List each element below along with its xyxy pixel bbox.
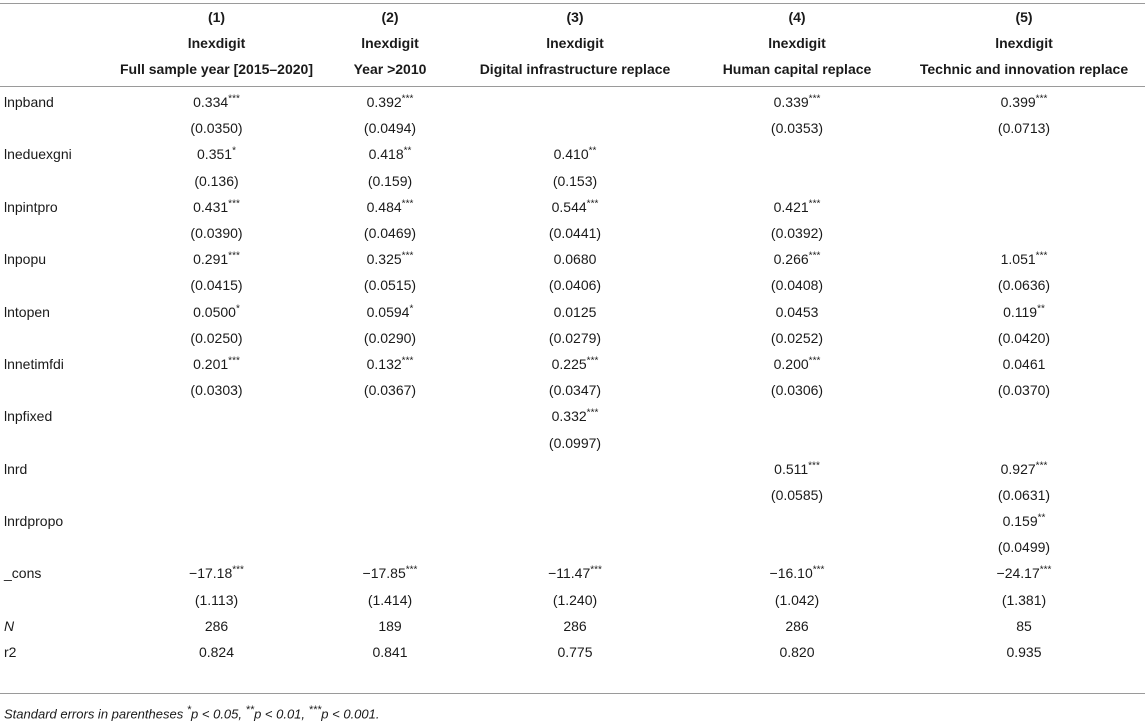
significance-stars: *** xyxy=(401,250,414,262)
table-cell xyxy=(691,141,903,167)
table-footnote xyxy=(4,704,380,721)
significance-stars: *** xyxy=(228,355,240,367)
column-description: Technic and innovation replace xyxy=(919,61,1129,77)
row-label xyxy=(0,325,112,351)
table-cell xyxy=(321,194,459,220)
cell-value: 0.392 xyxy=(366,94,402,111)
significance-stars: *** xyxy=(228,198,240,210)
significance-stars: ** xyxy=(1037,512,1046,524)
cell-value: 0.0461 xyxy=(1002,355,1046,372)
cell-value: −24.17 xyxy=(996,565,1040,582)
cell-value: 0.225 xyxy=(551,355,587,372)
cell-value: 0.132 xyxy=(366,355,402,372)
table-cell xyxy=(112,508,321,534)
cell-value: (0.136) xyxy=(194,172,239,189)
table-cell xyxy=(321,482,459,508)
cell-value: (0.0631) xyxy=(997,486,1051,503)
table-cell xyxy=(459,560,691,586)
cell-value: (0.0408) xyxy=(770,277,824,294)
header-row-model-number xyxy=(0,4,1145,30)
table-cell xyxy=(112,272,321,298)
cell-value: −17.18 xyxy=(189,565,233,582)
footnote-threshold: p < 0.05, xyxy=(191,706,246,722)
table-row xyxy=(0,141,1145,167)
table-cell xyxy=(903,587,1145,613)
cell-value: 0.201 xyxy=(193,355,229,372)
table-row xyxy=(0,508,1145,534)
table-cell xyxy=(691,456,903,482)
significance-stars: *** xyxy=(401,93,414,105)
table-row xyxy=(0,639,1145,665)
table-cell xyxy=(903,87,1145,115)
table-cell xyxy=(321,613,459,639)
table-cell xyxy=(321,325,459,351)
cell-value: (1.113) xyxy=(194,591,239,608)
table-cell xyxy=(112,639,321,665)
table-cell xyxy=(903,115,1145,141)
table-cell xyxy=(903,560,1145,586)
table-cell xyxy=(112,456,321,482)
row-label xyxy=(0,115,112,141)
table-cell xyxy=(903,639,1145,665)
table-cell xyxy=(459,534,691,560)
cell-value: 0.0594 xyxy=(366,303,410,320)
cell-value: 0.544 xyxy=(551,198,587,215)
table-cell xyxy=(459,508,691,534)
table-cell xyxy=(112,325,321,351)
significance-stars: *** xyxy=(1035,93,1048,105)
table-cell xyxy=(691,508,903,534)
cell-value: 0.418 xyxy=(368,146,404,163)
cell-value: (0.0279) xyxy=(548,329,602,346)
cell-value: (0.153) xyxy=(552,172,598,189)
significance-stars: *** xyxy=(590,564,602,576)
cell-value: (0.0306) xyxy=(770,382,824,399)
table-cell xyxy=(459,220,691,246)
table-row-se xyxy=(0,168,1145,194)
table-cell xyxy=(112,560,321,586)
row-label xyxy=(0,587,112,613)
table-cell xyxy=(321,220,459,246)
row-label: lnpopu xyxy=(4,251,47,268)
column-description: Year >2010 xyxy=(353,61,427,77)
table-cell xyxy=(903,377,1145,403)
cell-value: 0.820 xyxy=(779,644,815,661)
cell-value: (1.381) xyxy=(1001,591,1047,608)
cell-value: (0.159) xyxy=(367,172,413,189)
table-cell xyxy=(903,613,1145,639)
table-cell xyxy=(112,351,321,377)
cell-value: (0.0499) xyxy=(997,539,1051,556)
table-cell xyxy=(903,429,1145,455)
significance-stars: *** xyxy=(228,93,240,105)
table-cell xyxy=(691,87,903,115)
table-cell xyxy=(459,613,691,639)
table-cell xyxy=(112,115,321,141)
table-cell xyxy=(691,587,903,613)
cell-value: 0.200 xyxy=(773,355,809,372)
cell-value: 0.824 xyxy=(198,644,235,661)
row-label xyxy=(0,220,112,246)
table-cell xyxy=(903,246,1145,272)
significance-stars: *** xyxy=(808,250,821,262)
column-number: (1) xyxy=(207,9,226,25)
table-row xyxy=(0,403,1145,429)
table-cell xyxy=(459,456,691,482)
cell-value: 0.0500 xyxy=(193,303,236,320)
table-cell xyxy=(691,168,903,194)
table-cell xyxy=(903,403,1145,429)
table-row-se xyxy=(0,115,1145,141)
significance-stars: *** xyxy=(808,93,821,105)
table-cell xyxy=(321,534,459,560)
cell-value: (0.0392) xyxy=(770,225,824,242)
table-cell xyxy=(691,429,903,455)
table-cell xyxy=(321,351,459,377)
table-cell xyxy=(321,403,459,429)
table-cell xyxy=(321,508,459,534)
table-cell xyxy=(903,482,1145,508)
header-corner xyxy=(0,4,112,30)
column-number: (5) xyxy=(1015,9,1033,25)
cell-value: 0.0125 xyxy=(553,303,597,320)
table-row-se xyxy=(0,429,1145,455)
cell-value: 0.351 xyxy=(197,146,233,163)
table-row-se xyxy=(0,325,1145,351)
row-label xyxy=(0,168,112,194)
header-corner xyxy=(0,56,112,87)
table-cell xyxy=(321,141,459,167)
column-dependent-variable: lnexdigit xyxy=(187,35,246,51)
cell-value: 0.0453 xyxy=(775,303,819,320)
cell-value: (0.0303) xyxy=(190,382,243,399)
table-cell xyxy=(691,613,903,639)
cell-value: (0.0420) xyxy=(997,329,1051,346)
cell-value: 0.841 xyxy=(372,644,408,661)
table-cell xyxy=(112,587,321,613)
cell-value: (0.0997) xyxy=(548,434,602,451)
column-description: Digital infrastructure replace xyxy=(479,61,671,77)
cell-value: −17.85 xyxy=(362,565,406,582)
significance-stars: * xyxy=(235,302,240,314)
significance-stars: *** xyxy=(1035,250,1048,262)
significance-stars: * xyxy=(232,145,236,157)
header-corner xyxy=(0,30,112,56)
column-dependent-variable: lnexdigit xyxy=(361,35,419,51)
significance-stars: *** xyxy=(401,198,414,210)
table-row xyxy=(0,613,1145,639)
cell-value: (0.0350) xyxy=(190,120,243,137)
cell-value: 0.119 xyxy=(1003,303,1038,320)
table-cell xyxy=(459,482,691,508)
cell-value: (0.0494) xyxy=(363,120,417,137)
table-cell xyxy=(112,141,321,167)
table-row xyxy=(0,194,1145,220)
table-cell xyxy=(691,246,903,272)
table-cell xyxy=(321,429,459,455)
significance-stars: ** xyxy=(588,145,597,157)
column-description: Full sample year [2015–2020] xyxy=(119,61,313,77)
cell-value: (0.0713) xyxy=(997,120,1051,137)
significance-stars: ** xyxy=(1037,302,1045,314)
row-label xyxy=(0,534,112,560)
significance-stars: ** xyxy=(403,145,412,157)
cell-value: (0.0347) xyxy=(548,382,602,399)
cell-value: 1.051 xyxy=(1000,251,1036,268)
header-row-description xyxy=(0,56,1145,87)
significance-stars: *** xyxy=(586,407,599,419)
table-body xyxy=(0,87,1145,665)
column-dependent-variable: lnexdigit xyxy=(546,35,604,51)
footnote-stars: ** xyxy=(245,704,255,716)
table-cell xyxy=(112,613,321,639)
row-label: N xyxy=(4,617,15,634)
table-cell xyxy=(691,482,903,508)
table-cell xyxy=(321,456,459,482)
cell-value: (0.0250) xyxy=(190,329,243,346)
table-row xyxy=(0,246,1145,272)
cell-value: (0.0406) xyxy=(548,277,602,294)
cell-value: (0.0515) xyxy=(363,277,417,294)
table-cell xyxy=(321,587,459,613)
table-cell xyxy=(321,272,459,298)
row-label: lneduexgni xyxy=(4,146,72,163)
table-cell xyxy=(691,299,903,325)
cell-value: 0.334 xyxy=(193,94,229,111)
cell-value: 0.266 xyxy=(773,251,809,268)
table-cell xyxy=(459,115,691,141)
table-cell xyxy=(459,377,691,403)
table-cell xyxy=(459,87,691,115)
row-label: lnrd xyxy=(4,460,28,477)
table-cell xyxy=(459,639,691,665)
cell-value: 0.775 xyxy=(557,644,593,661)
table-cell xyxy=(459,272,691,298)
table-cell xyxy=(691,194,903,220)
row-label: r2 xyxy=(4,644,17,661)
cell-value: (1.240) xyxy=(552,591,598,608)
cell-value: 0.339 xyxy=(773,94,809,111)
cell-value: 0.421 xyxy=(773,198,809,215)
significance-stars: *** xyxy=(1035,460,1048,472)
row-label: lntopen xyxy=(4,303,50,320)
table-header xyxy=(0,4,1145,88)
column-number: (3) xyxy=(566,9,584,25)
cell-value: (0.0252) xyxy=(770,329,824,346)
table-cell xyxy=(691,115,903,141)
column-description: Human capital replace xyxy=(722,61,872,77)
row-label: lnpintpro xyxy=(4,198,58,215)
significance-stars: *** xyxy=(1039,564,1052,576)
significance-stars: *** xyxy=(405,564,418,576)
cell-value: (1.042) xyxy=(774,591,820,608)
table-cell xyxy=(459,141,691,167)
cell-value: 0.291 xyxy=(193,251,229,268)
table-cell xyxy=(321,377,459,403)
table-cell xyxy=(903,299,1145,325)
table-cell xyxy=(459,325,691,351)
table-cell xyxy=(112,403,321,429)
cell-value: (0.0415) xyxy=(190,277,243,294)
table-cell xyxy=(903,194,1145,220)
table-row xyxy=(0,351,1145,377)
table-cell xyxy=(321,560,459,586)
table-cell xyxy=(459,403,691,429)
row-label: lnrdpropo xyxy=(4,513,64,530)
cell-value: 0.484 xyxy=(366,198,402,215)
table-cell xyxy=(691,534,903,560)
significance-stars: *** xyxy=(401,355,414,367)
cell-value: 0.927 xyxy=(1000,460,1036,477)
table-row-se xyxy=(0,587,1145,613)
cell-value: −11.47 xyxy=(548,565,591,582)
cell-value: 0.410 xyxy=(553,146,589,163)
table-cell xyxy=(112,168,321,194)
table-cell xyxy=(459,246,691,272)
significance-stars: *** xyxy=(586,198,599,210)
column-dependent-variable: lnexdigit xyxy=(768,35,826,51)
significance-stars: *** xyxy=(228,250,240,262)
column-number: (2) xyxy=(381,9,399,25)
cell-value: (0.0353) xyxy=(770,120,824,137)
cell-value: 0.159 xyxy=(1002,513,1038,530)
cell-value: (0.0469) xyxy=(363,225,417,242)
table-cell xyxy=(112,220,321,246)
table-cell xyxy=(691,639,903,665)
table-row xyxy=(0,456,1145,482)
table-cell xyxy=(321,299,459,325)
cell-value: 286 xyxy=(204,617,229,634)
cell-value: (0.0370) xyxy=(997,382,1051,399)
significance-stars: *** xyxy=(812,564,825,576)
table-cell xyxy=(903,534,1145,560)
table-row-se xyxy=(0,220,1145,246)
table-cell xyxy=(112,246,321,272)
table-cell xyxy=(903,508,1145,534)
table-row-se xyxy=(0,377,1145,403)
column-dependent-variable: lnexdigit xyxy=(995,35,1053,51)
row-label: lnpfixed xyxy=(4,408,53,425)
row-label xyxy=(0,482,112,508)
table-cell xyxy=(903,272,1145,298)
cell-value: (0.0367) xyxy=(363,382,417,399)
table-row-se xyxy=(0,482,1145,508)
table-cell xyxy=(459,168,691,194)
table-cell xyxy=(459,194,691,220)
row-label: _cons xyxy=(4,565,42,582)
table-cell xyxy=(691,351,903,377)
cell-value: 0.332 xyxy=(551,408,587,425)
table-cell xyxy=(321,87,459,115)
cell-value: (0.0585) xyxy=(770,486,824,503)
table-cell xyxy=(112,429,321,455)
table-cell xyxy=(903,220,1145,246)
table-cell xyxy=(903,141,1145,167)
cell-value: 0.325 xyxy=(366,251,402,268)
column-number: (4) xyxy=(788,9,806,25)
bottom-rule xyxy=(0,693,1145,694)
table-cell xyxy=(459,429,691,455)
cell-value: (0.0290) xyxy=(363,329,417,346)
footnote-text: Standard errors in parentheses xyxy=(4,706,187,722)
table-cell xyxy=(321,168,459,194)
table-row-se xyxy=(0,534,1145,560)
cell-value: 0.511 xyxy=(774,460,809,477)
table-cell xyxy=(691,220,903,246)
significance-stars: * xyxy=(409,302,414,314)
table-cell xyxy=(691,403,903,429)
row-label xyxy=(0,272,112,298)
cell-value: 0.399 xyxy=(1000,94,1036,111)
table-cell xyxy=(112,299,321,325)
table-cell xyxy=(691,325,903,351)
table-cell xyxy=(691,272,903,298)
table-cell xyxy=(459,299,691,325)
table-cell xyxy=(321,639,459,665)
row-label xyxy=(0,429,112,455)
cell-value: 286 xyxy=(563,617,587,634)
cell-value: 0.431 xyxy=(193,198,229,215)
significance-stars: *** xyxy=(808,460,820,472)
significance-stars: *** xyxy=(586,355,599,367)
cell-value: 0.935 xyxy=(1006,644,1042,661)
table-cell xyxy=(112,377,321,403)
table-cell xyxy=(112,87,321,115)
table-cell xyxy=(903,168,1145,194)
cell-value: (1.414) xyxy=(367,591,413,608)
table-row xyxy=(0,87,1145,115)
table-cell xyxy=(691,377,903,403)
cell-value: 286 xyxy=(785,617,809,634)
significance-stars: *** xyxy=(808,198,821,210)
table-cell xyxy=(321,115,459,141)
table-cell xyxy=(112,534,321,560)
cell-value: 85 xyxy=(1016,617,1032,634)
regression-table xyxy=(0,3,1145,665)
table-cell xyxy=(459,351,691,377)
header-row-dependent-variable xyxy=(0,30,1145,56)
row-label: lnpband xyxy=(4,94,54,111)
table-cell xyxy=(112,194,321,220)
table-row xyxy=(0,560,1145,586)
cell-value: (0.0441) xyxy=(548,225,602,242)
table-row-se xyxy=(0,272,1145,298)
footnote-threshold: p < 0.001. xyxy=(321,706,380,722)
table-row xyxy=(0,299,1145,325)
table-cell xyxy=(691,560,903,586)
cell-value: 0.0680 xyxy=(553,251,597,268)
cell-value: (0.0636) xyxy=(997,277,1051,294)
footnote-stars: *** xyxy=(308,704,322,716)
table-cell xyxy=(903,351,1145,377)
footnote-stars: * xyxy=(186,704,192,716)
row-label: lnnetimfdi xyxy=(4,355,64,372)
table-cell xyxy=(112,482,321,508)
cell-value: −16.10 xyxy=(769,565,813,582)
row-label xyxy=(0,377,112,403)
table-cell xyxy=(459,587,691,613)
significance-stars: *** xyxy=(808,355,821,367)
cell-value: (0.0390) xyxy=(190,225,243,242)
table-cell xyxy=(321,246,459,272)
footnote-threshold: p < 0.01, xyxy=(254,706,309,722)
cell-value: 189 xyxy=(378,617,402,634)
significance-stars: *** xyxy=(232,564,244,576)
table-cell xyxy=(903,325,1145,351)
table-cell xyxy=(903,456,1145,482)
